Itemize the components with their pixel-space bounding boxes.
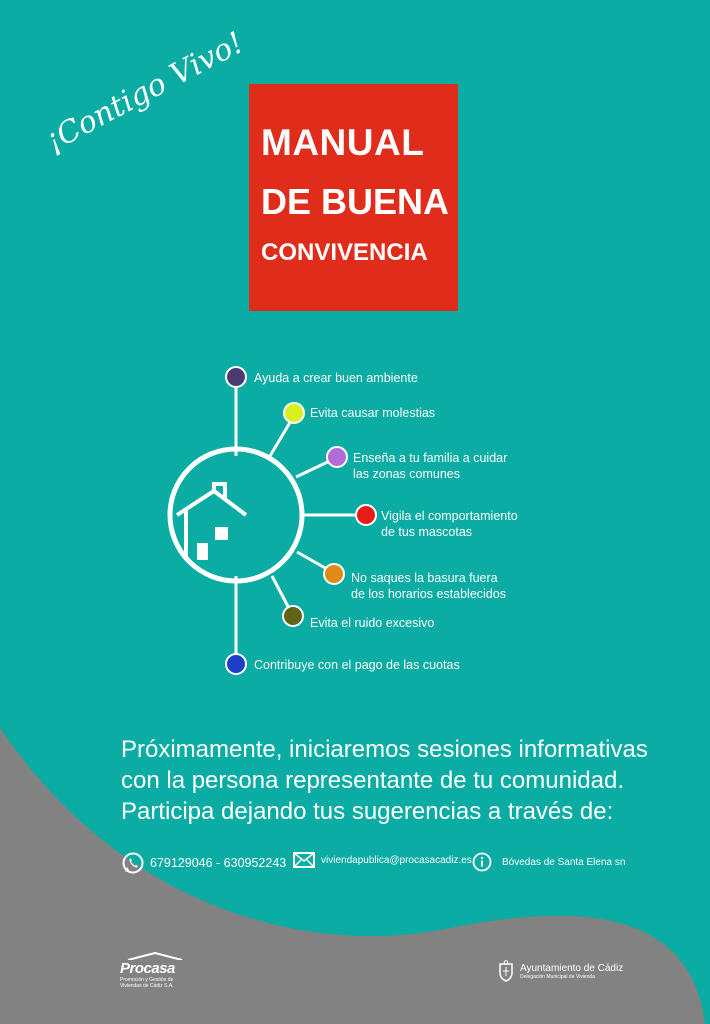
rule-item-2: Evita causar molestias <box>310 406 436 420</box>
coat-of-arms-icon <box>498 960 514 982</box>
procasa-logo <box>120 952 184 989</box>
rule-item-3: Enseña a tu familia a cuidar las zonas comunes <box>353 451 508 481</box>
house-icon <box>177 484 246 560</box>
house-ring <box>170 449 302 581</box>
ayuntamiento-subtitle: Delegación Municipal de Vivienda <box>520 973 595 980</box>
phone-numbers: 679129046 - 630952243 <box>150 856 287 870</box>
roof-icon <box>126 952 184 960</box>
address-contact <box>472 852 625 872</box>
bullet-1 <box>226 367 246 387</box>
info-icon <box>472 852 492 872</box>
mail-icon <box>293 852 315 868</box>
rule-item-6: Evita el ruido excesivo <box>310 616 435 630</box>
procasa-name: Procasa <box>120 960 175 977</box>
email-address: viviendapublica@procasacadiz.es <box>321 854 472 866</box>
title-line-1: MANUAL <box>261 122 425 163</box>
phone-contact[interactable] <box>122 852 286 874</box>
house-door <box>197 543 208 560</box>
announcement-text: Próximamente, iniciaremos sesiones informativas con la persona representante de tu comunidad. Participa dejando tus sugerencias a través de: <box>121 736 648 825</box>
rule-item-7: Contribuye con el pago de las cuotas <box>254 658 460 672</box>
rule-item-5: No saques la basura fuera de los horarios establecidos <box>351 571 506 601</box>
rule-item-1: Ayuda a crear buen ambiente <box>254 371 418 385</box>
ayuntamiento-logo <box>498 960 623 982</box>
slogan-text: ¡Contigo Vivo! <box>40 25 250 159</box>
bullet-3 <box>327 447 347 467</box>
bullet-2 <box>284 403 304 423</box>
title-line-3: CONVIVENCIA <box>261 239 428 266</box>
ayuntamiento-name: Ayuntamiento de Cádiz <box>520 962 624 974</box>
bullet-5 <box>324 564 344 584</box>
procasa-subtitle: Promoción y Gestión de Viviendas de Cádiz S.A. <box>120 977 174 989</box>
title-line-2: DE BUENA <box>261 181 450 222</box>
bullet-6 <box>283 606 303 626</box>
bullet-7 <box>226 654 246 674</box>
bullet-4 <box>356 505 376 525</box>
house-window <box>215 527 228 540</box>
rule-item-4: Vigila el comportamiento de tus mascotas <box>381 509 518 539</box>
whatsapp-icon <box>122 852 144 874</box>
address-text: Bóvedas de Santa Elena sn <box>502 856 626 868</box>
email-contact[interactable] <box>293 852 472 868</box>
